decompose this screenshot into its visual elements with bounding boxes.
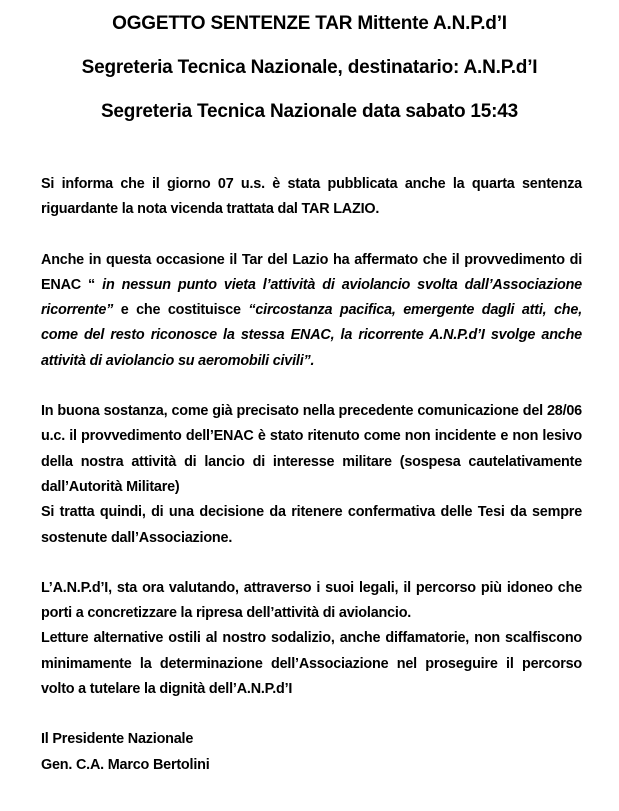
paragraph-conclusion: Si tratta quindi, di una decisione da ritenere confermativa delle Tesi da sempre sostenute dall’Associazione. — [41, 504, 582, 546]
sender-line: Segreteria Tecnica Nazionale, destinatario: A.N.P.d’I — [81, 57, 538, 78]
paragraph-statement: Letture alternative ostili al nostro sodalizio, anche diffamatorie, non scalfiscono minimamente la determinazione dell’Associazione nel proseguire il percorso volto a tutelare la dignità dell’A.N.P.d’I — [41, 630, 582, 698]
document-body — [41, 172, 582, 778]
paragraph-text: Anche in questa occasione il Tar del Lazio ha affermato che il provvedimento di ENAC “ — [41, 251, 582, 293]
date-line: Segreteria Tecnica Nazionale data sabato 15:43 — [100, 101, 519, 122]
paragraph-legal-evaluation: L’A.N.P.d’I, sta ora valutando, attraverso i suoi legali, il percorso più idoneo che porti a concretizzare la ripresa dell’attività di aviolancio. — [41, 579, 582, 622]
paragraph-text: e che costituisce — [113, 302, 249, 319]
document-header — [0, 10, 619, 142]
paragraph-spacer — [41, 551, 582, 576]
paragraph-spacer — [41, 223, 582, 248]
ruling-quote: “circostanza pacifica, emergente dagli atti, che, come del resto riconosce la stessa ENAC, la ricorrente A.N.P.d’I svolge anche attività di aviolancio su aeromobili civili”. — [41, 302, 583, 369]
paragraph-spacer — [41, 374, 582, 399]
signature-name: Gen. C.A. Marco Bertolini — [41, 756, 210, 773]
subject-line: OGGETTO SENTENZE TAR Mittente A.N.P.d’I — [112, 13, 507, 34]
paragraph-summary: In buona sostanza, come già precisato nella precedente comunicazione del 28/06 u.c. il provvedimento dell’ENAC è stato ritenuto come non incidente e non lesivo della nostra attività di lancio di interesse militare (sospesa cautelativamente dall’Autorità Militare) — [41, 403, 582, 495]
signature-title: Il Presidente Nazionale — [41, 731, 194, 748]
paragraph-announcement: Si informa che il giorno 07 u.s. è stata pubblicata anche la quarta sentenza riguardante la nota vicenda trattata dal TAR LAZIO. — [41, 176, 582, 218]
paragraph-spacer — [41, 702, 582, 727]
ruling-quote: in nessun punto vieta l’attività di aviolancio svolta dall’Associazione ricorrente” — [41, 276, 582, 319]
paragraph-tar-ruling — [41, 248, 582, 374]
